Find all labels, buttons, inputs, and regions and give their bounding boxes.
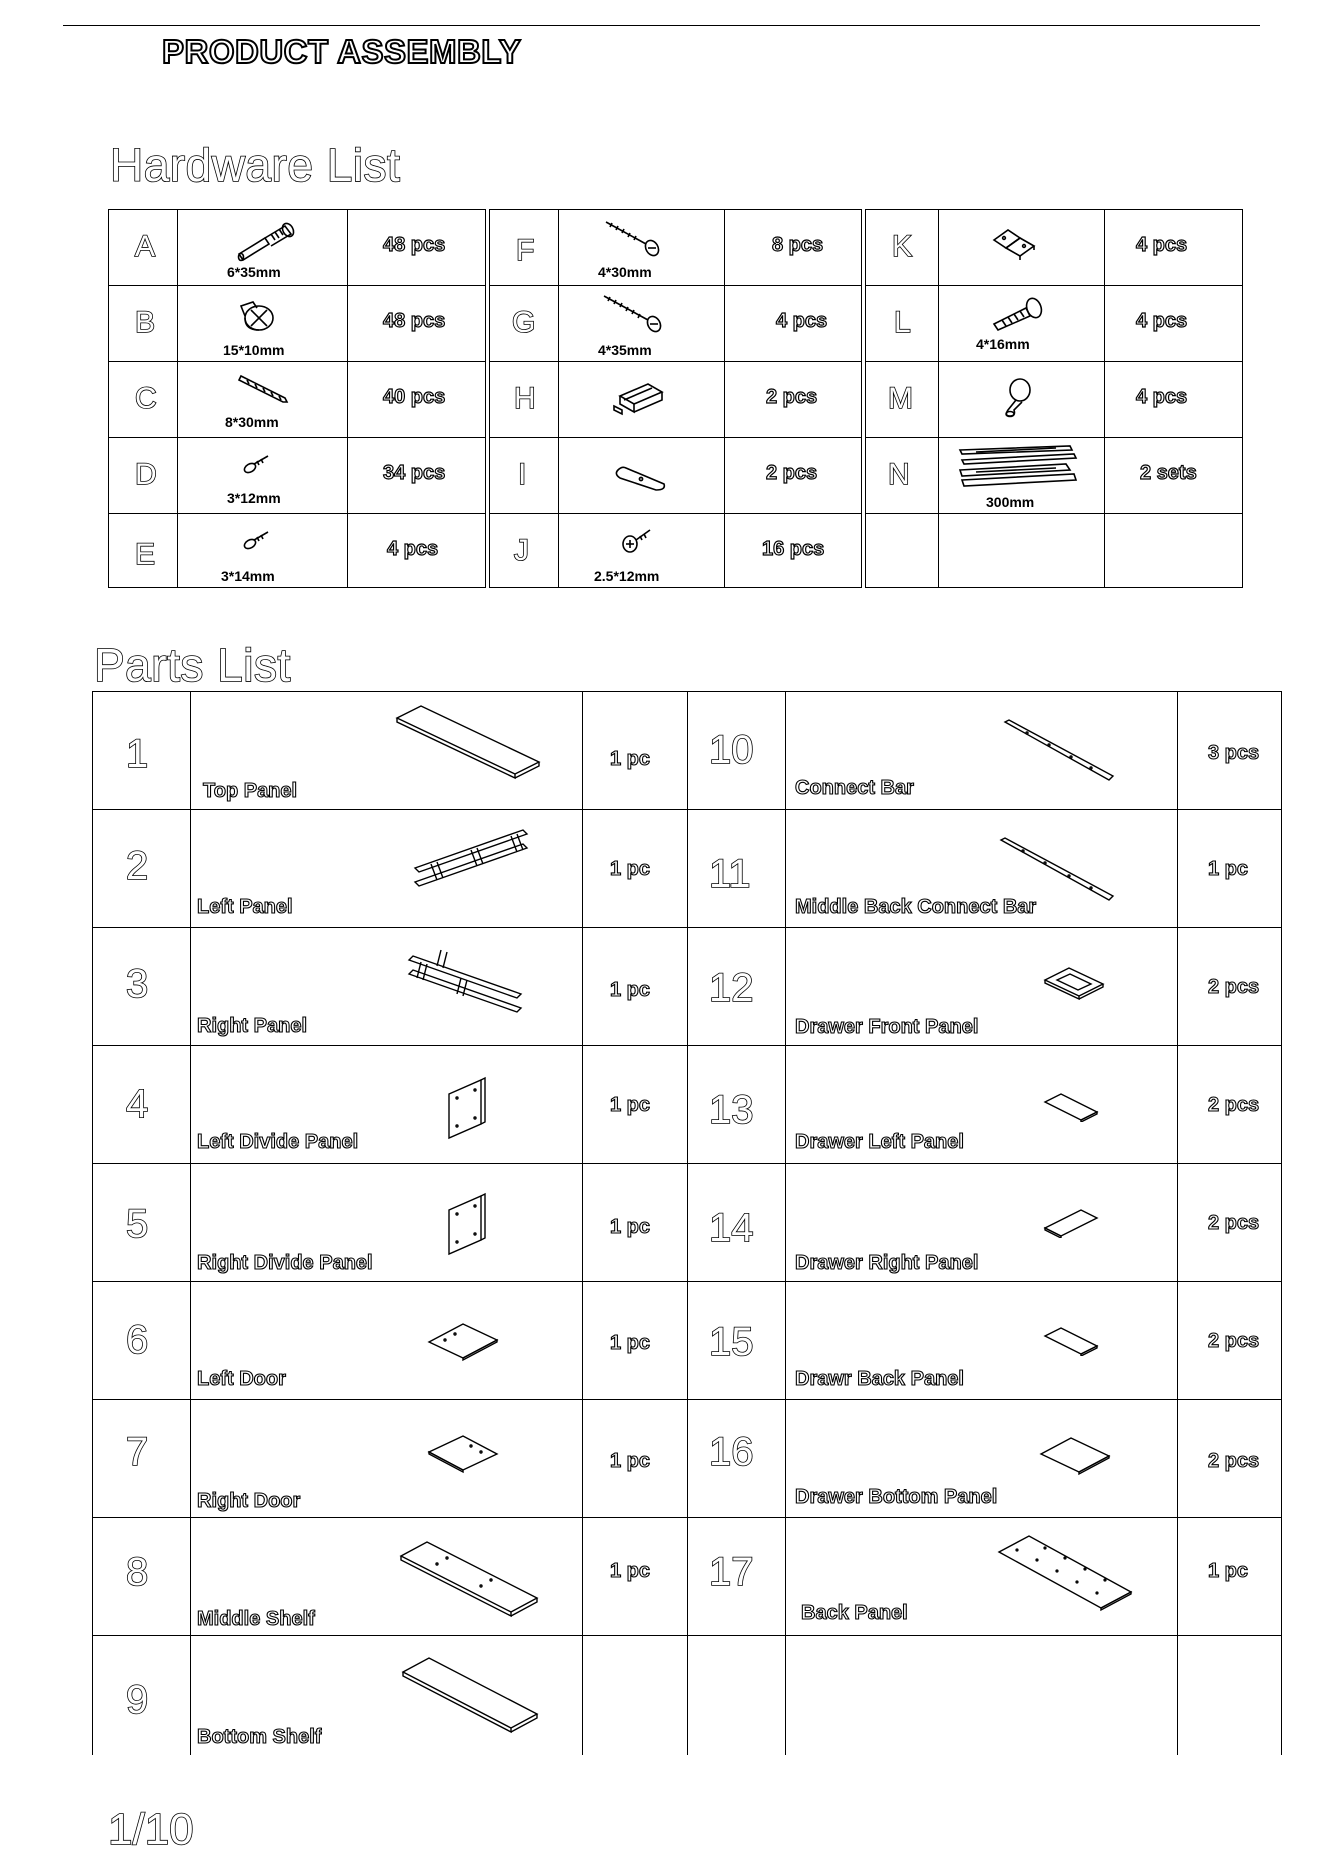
hardware-size: 2.5*12mm	[594, 568, 660, 584]
hardware-letter: D	[135, 458, 157, 491]
part-number: 16	[709, 1430, 754, 1474]
part-name: Middle Shelf	[197, 1608, 315, 1630]
part-qty: 1 pc	[610, 979, 651, 1001]
hardware-row-e	[109, 514, 485, 590]
part-number: 13	[709, 1088, 754, 1132]
part-number: 7	[126, 1430, 149, 1474]
bottom-shelf-icon	[399, 1654, 539, 1736]
right-divide-panel-icon	[445, 1192, 489, 1256]
hardware-row-c	[109, 362, 485, 438]
striker-plate-icon	[612, 464, 670, 492]
drawer-front-panel-icon	[1043, 966, 1105, 1000]
part-number: 10	[709, 728, 754, 772]
parts-table	[92, 691, 1282, 1755]
hardware-row-m	[866, 362, 1242, 438]
part-qty: 2 pcs	[1208, 1094, 1260, 1116]
hardware-size: 3*12mm	[227, 490, 281, 506]
cam-bolt-icon	[235, 218, 297, 262]
part-name: Right Divide Panel	[197, 1252, 373, 1274]
wood-dowel-icon	[237, 370, 293, 406]
tiny-screw-icon	[618, 526, 654, 556]
hardware-row-h	[490, 362, 861, 438]
hardware-letter: M	[888, 382, 913, 415]
hardware-block-3	[865, 209, 1243, 588]
hardware-letter: J	[514, 534, 529, 567]
left-door-icon	[427, 1322, 499, 1362]
hardware-qty: 34 pcs	[383, 462, 446, 484]
page-title: PRODUCT ASSEMBLY	[162, 33, 522, 70]
hardware-qty: 4 pcs	[1136, 386, 1188, 408]
part-number: 6	[126, 1318, 149, 1362]
back-panel-icon	[997, 1534, 1133, 1612]
part-name: Right Door	[197, 1490, 301, 1512]
part-qty: 1 pc	[610, 748, 651, 770]
hardware-block-2	[489, 209, 862, 588]
part-qty: 1 pc	[610, 1560, 651, 1582]
part-name: Top Panel	[203, 780, 298, 802]
hardware-block-1	[108, 209, 486, 588]
right-panel-icon	[405, 948, 525, 1014]
drawer-left-panel-icon	[1043, 1092, 1099, 1122]
hardware-letter: E	[135, 538, 156, 571]
part-qty: 2 pcs	[1208, 976, 1260, 998]
long-screw-icon	[600, 292, 664, 334]
drawer-slide-icon	[956, 442, 1080, 492]
hardware-letter: B	[135, 306, 156, 339]
hardware-row-b	[109, 286, 485, 362]
hardware-letter: G	[512, 306, 536, 339]
machine-screw-icon	[990, 294, 1046, 332]
hardware-size: 300mm	[986, 494, 1035, 510]
part-name: Connect Bar	[795, 777, 914, 799]
part-qty: 2 pcs	[1208, 1330, 1260, 1352]
hardware-letter: A	[135, 230, 156, 263]
part-number: 1	[126, 732, 149, 776]
connect-bar-icon	[1003, 718, 1115, 782]
hardware-qty: 48 pcs	[383, 234, 446, 256]
part-number: 2	[126, 844, 149, 888]
parts-row	[93, 810, 1281, 928]
knob-icon	[1000, 376, 1034, 420]
part-number: 5	[126, 1202, 149, 1246]
hardware-size: 4*16mm	[976, 336, 1030, 352]
hinge-icon	[990, 226, 1038, 262]
hardware-qty: 2 pcs	[766, 386, 818, 408]
middle-shelf-icon	[397, 1538, 539, 1620]
parts-row	[93, 928, 1281, 1046]
part-number: 12	[709, 966, 754, 1010]
part-number: 8	[126, 1550, 149, 1594]
parts-row	[93, 1636, 1281, 1756]
hardware-qty: 40 pcs	[383, 386, 446, 408]
hardware-letter: I	[518, 458, 527, 491]
top-panel-icon	[393, 700, 543, 796]
hardware-list-title: Hardware List	[110, 139, 401, 191]
hardware-qty: 48 pcs	[383, 310, 446, 332]
parts-list-title: Parts List	[94, 639, 291, 691]
hardware-size: 4*35mm	[598, 342, 652, 358]
long-screw-icon	[602, 218, 662, 258]
hardware-row-empty	[866, 514, 1242, 590]
cam-lock-icon	[237, 296, 277, 336]
short-screw-icon	[241, 452, 271, 476]
part-name: Drawer Front Panel	[795, 1016, 979, 1038]
page-number: 1/10	[108, 1805, 194, 1854]
parts-row	[93, 1282, 1281, 1400]
hardware-letter: C	[135, 382, 157, 415]
hardware-letter: H	[514, 382, 536, 415]
part-qty: 1 pc	[1208, 1560, 1249, 1582]
hardware-size: 4*30mm	[598, 264, 652, 280]
part-qty: 1 pc	[610, 858, 651, 880]
part-qty: 2 pcs	[1208, 1450, 1260, 1472]
part-name: Drawer Left Panel	[795, 1131, 964, 1153]
drawer-bottom-panel-icon	[1039, 1436, 1111, 1476]
hardware-qty: 4 pcs	[387, 538, 439, 560]
hardware-row-d	[109, 438, 485, 514]
hardware-row-i	[490, 438, 861, 514]
part-qty: 1 pc	[610, 1332, 651, 1354]
hardware-row-k	[866, 210, 1242, 286]
part-name: Middle Back Connect Bar	[795, 896, 1037, 918]
part-name: Left Door	[197, 1368, 286, 1390]
hardware-size: 6*35mm	[227, 264, 281, 280]
parts-row	[93, 1164, 1281, 1282]
hardware-qty: 16 pcs	[762, 538, 825, 560]
part-name: Left Divide Panel	[197, 1131, 359, 1153]
part-number: 11	[709, 852, 751, 896]
part-name: Back Panel	[801, 1602, 908, 1624]
part-name: Right Panel	[197, 1015, 308, 1037]
hardware-letter: F	[516, 234, 535, 267]
hardware-letter: K	[892, 230, 913, 263]
part-qty: 1 pc	[610, 1094, 651, 1116]
magnetic-catch-icon	[612, 380, 668, 418]
part-name: Bottom Shelf	[197, 1726, 322, 1748]
hardware-size: 15*10mm	[223, 342, 285, 358]
part-number: 9	[126, 1678, 149, 1722]
part-number: 3	[126, 962, 149, 1006]
middle-back-connect-bar-icon	[999, 836, 1115, 902]
part-qty: 1 pc	[610, 1216, 651, 1238]
hardware-row-f	[490, 210, 861, 286]
hardware-qty: 2 pcs	[766, 462, 818, 484]
hardware-row-n	[866, 438, 1242, 514]
hardware-row-a	[109, 210, 485, 286]
drawer-back-panel-icon	[1043, 1326, 1099, 1356]
left-panel-icon	[411, 828, 531, 892]
hardware-qty: 4 pcs	[776, 310, 828, 332]
parts-row	[93, 692, 1281, 810]
right-door-icon	[427, 1434, 499, 1474]
hardware-letter: L	[894, 306, 911, 339]
part-name: Left Panel	[197, 896, 293, 918]
hardware-qty: 2 sets	[1140, 462, 1197, 484]
part-name: Drawr Back Panel	[795, 1368, 964, 1390]
short-screw-icon	[241, 528, 271, 552]
part-qty: 3 pcs	[1208, 742, 1260, 764]
hardware-qty: 4 pcs	[1136, 310, 1188, 332]
hardware-size: 8*30mm	[225, 414, 279, 430]
part-qty: 1 pc	[1208, 858, 1249, 880]
parts-row	[93, 1046, 1281, 1164]
header-rule	[63, 25, 1260, 26]
hardware-qty: 8 pcs	[772, 234, 824, 256]
part-qty: 1 pc	[610, 1450, 651, 1472]
part-number: 15	[709, 1320, 754, 1364]
hardware-qty: 4 pcs	[1136, 234, 1188, 256]
part-qty: 2 pcs	[1208, 1212, 1260, 1234]
hardware-row-g	[490, 286, 861, 362]
left-divide-panel-icon	[445, 1076, 489, 1140]
parts-row	[93, 1518, 1281, 1636]
part-number: 14	[709, 1206, 754, 1250]
hardware-letter: N	[888, 458, 910, 491]
hardware-row-j	[490, 514, 861, 590]
part-number: 4	[126, 1082, 149, 1126]
drawer-right-panel-icon	[1043, 1208, 1099, 1238]
parts-row	[93, 1400, 1281, 1518]
hardware-size: 3*14mm	[221, 568, 275, 584]
part-name: Drawer Bottom Panel	[795, 1486, 998, 1508]
hardware-row-l	[866, 286, 1242, 362]
part-number: 17	[709, 1550, 754, 1594]
part-name: Drawer Right Panel	[795, 1252, 979, 1274]
